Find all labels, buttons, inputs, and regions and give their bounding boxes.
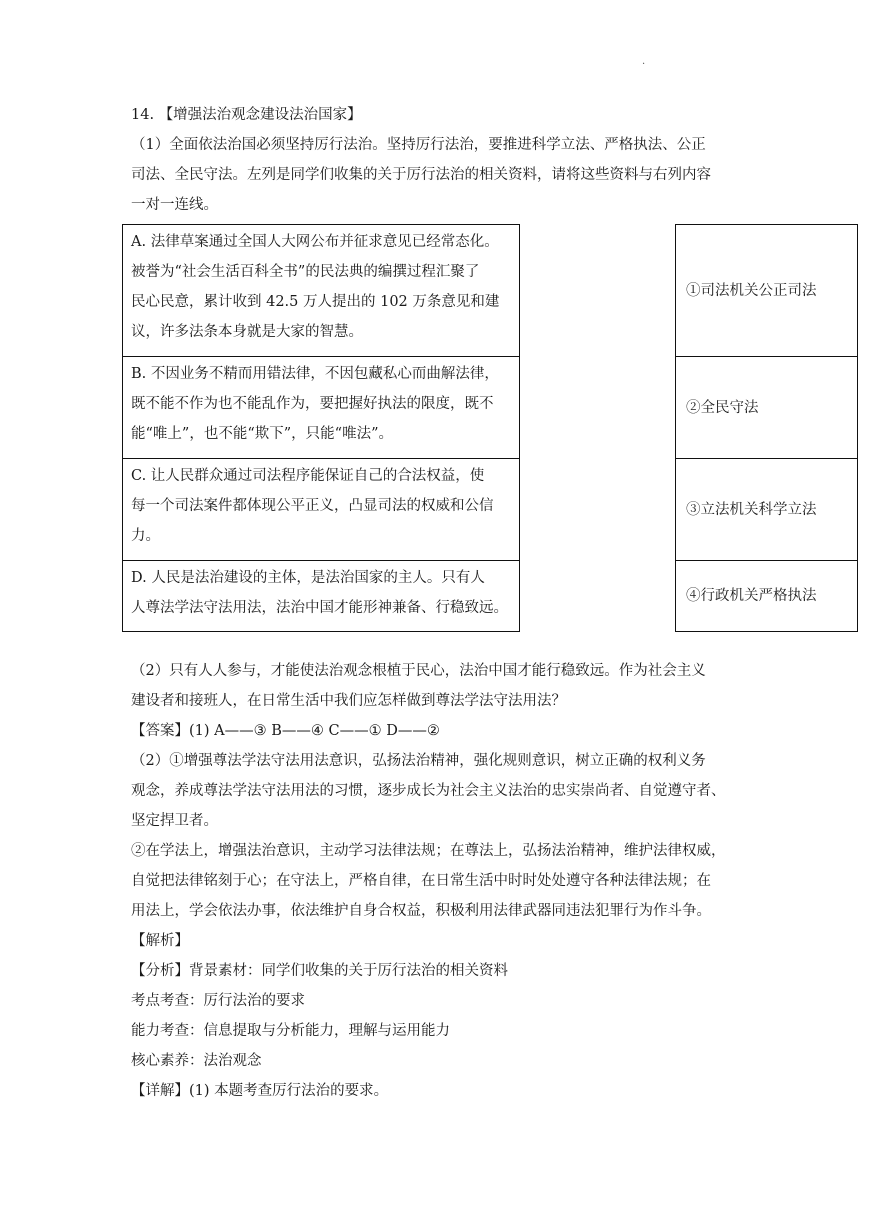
left-item-c: [122, 458, 520, 561]
part2-line: 建设者和接班人，在日常生活中我们应怎样做到尊法学法守法用法？: [131, 693, 566, 709]
left-item-line: A. 法律草案通过全国人大网公布并征求意见已经常态化。: [131, 234, 499, 250]
answer-line: 自觉把法律铭刻于心；在守法上，严格自律，在日常生活中时时处处遵守各种法律法规；在: [131, 873, 711, 889]
answer-line: 坚定捍卫者。: [131, 813, 218, 829]
analysis-section: [131, 926, 751, 1106]
answer-line: 观念，养成尊法学法守法用法的习惯，逐步成长为社会主义法治的忠实崇尚者、自觉遵守者、: [131, 783, 726, 799]
analysis-heading: 【解析】: [131, 933, 189, 949]
header-mark: .: [642, 56, 646, 67]
left-item-d: [122, 560, 520, 632]
question-title: 14. 【增强法治观念建设法治国家】: [131, 107, 362, 123]
left-item-line: 民心民意，累计收到 42.5 万人提出的 102 万条意见和建: [131, 294, 500, 310]
part1-line: （1）全面依法治国必须坚持厉行法治。坚持厉行法治，要推进科学立法、严格执法、公正: [131, 137, 706, 153]
left-item-line: 既不能不作为也不能乱作为，要把握好执法的限度，既不: [131, 396, 494, 412]
left-item-line: 每一个司法案件都体现公平正义，凸显司法的权威和公信: [131, 498, 494, 514]
right-item-label: ④行政机关严格执法: [686, 588, 817, 604]
analysis-line: 【分析】背景素材：同学们收集的关于厉行法治的相关资料: [131, 963, 508, 979]
left-item-line: 能“唯上”，也不能“欺下”，只能“唯法”。: [131, 426, 393, 442]
right-item-label: ③立法机关科学立法: [686, 501, 817, 518]
right-item-3: [675, 458, 858, 561]
left-item-line: 被誉为“社会生活百科全书”的民法典的编撰过程汇聚了: [131, 264, 480, 280]
question-part1: [131, 130, 751, 220]
analysis-line: 【详解】(1) 本题考查厉行法治的要求。: [131, 1083, 389, 1099]
left-item-line: C. 让人民群众通过司法程序能保证自己的合法权益，使: [131, 468, 485, 484]
left-item-line: D. 人民是法治建设的主体，是法治国家的主人。只有人: [131, 570, 485, 586]
answer-line: ②在学法上，增强法治意识，主动学习法律法规；在尊法上，弘扬法治精神，维护法律权威，: [131, 843, 726, 859]
left-item-b: [122, 356, 520, 459]
right-item-label: ②全民守法: [686, 399, 759, 416]
part1-line: 司法、全民守法。左列是同学们收集的关于厉行法治的相关资料，请将这些资料与右列内容: [131, 167, 711, 183]
left-item-line: 议，许多法条本身就是大家的智慧。: [131, 324, 363, 340]
left-item-line: B. 不因业务不精而用错法律，不因包藏私心而曲解法律，: [131, 366, 499, 382]
answer-line: 【答案】(1) A——③ B——④ C——① D——②: [131, 723, 440, 739]
left-item-line: 力。: [131, 528, 160, 544]
answer-line: 用法上，学会依法办事，依法维护自身合权益，积极利用法律武器同违法犯罪行为作斗争。: [131, 903, 711, 919]
left-item-line: 人尊法学法守法用法，法治中国才能形神兼备、行稳致远。: [131, 600, 508, 616]
left-item-a: [122, 224, 520, 357]
right-item-2: [675, 356, 858, 459]
question-part2: [131, 656, 751, 716]
analysis-line: 核心素养：法治观念: [131, 1053, 262, 1069]
analysis-line: 能力考查：信息提取与分析能力，理解与运用能力: [131, 1023, 450, 1039]
right-item-label: ①司法机关公正司法: [686, 282, 817, 299]
right-item-1: [675, 224, 858, 357]
part1-line: 一对一连线。: [131, 197, 218, 213]
answer-section: [131, 716, 751, 926]
right-item-4: [675, 560, 858, 632]
answer-line: （2）①增强尊法学法守法用法意识，弘扬法治精神，强化规则意识，树立正确的权利义务: [131, 753, 706, 769]
part2-line: （2）只有人人参与，才能使法治观念根植于民心，法治中国才能行稳致远。作为社会主义: [131, 663, 706, 679]
analysis-line: 考点考查：厉行法治的要求: [131, 993, 305, 1009]
